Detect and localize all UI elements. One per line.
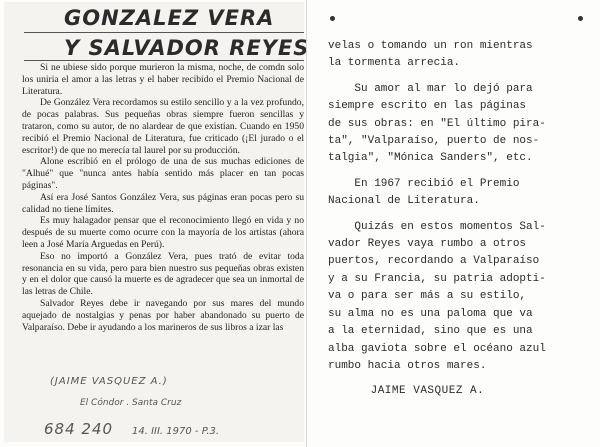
clipping-paragraph: Alone escribió en el prólogo de una de sus muchas ediciones de "Alhué" que "nunca antes había sentido más placer en tan pocas páginas". <box>22 156 304 191</box>
headline-line-2: Y SALVADOR REYES <box>64 36 310 60</box>
clipping-paragraph: Así era José Santos González Vera, sus páginas eran pocas pero su calidad no tiene límites. <box>22 191 304 215</box>
headline-rule-bottom <box>24 60 304 61</box>
typed-paragraph: Su amor al mar lo dejó para siempre escrito en las páginas de sus obras: en "El último pira- ta", "Valparaíso, puerto de nos- talgia", "Mónica Sanders", etc. <box>328 82 546 165</box>
typed-paragraph: En 1967 recibió el Premio Nacional de Literatura. <box>328 177 520 208</box>
headline-line-1: GONZALEZ VERA <box>64 6 275 30</box>
clipping-paragraph: Salvador Reyes debe ir navegando por sus mares del mundo aquejado de nostalgias y penas por haber abandonado su puerto de Valparaíso. Debe ir ayudando a los marineros de sus libros a izar las <box>22 297 304 333</box>
newspaper-clipping <box>4 2 310 442</box>
typed-paragraph: velas o tomando un ron mientras la tormenta arrecia. <box>328 40 533 70</box>
typed-signature: JAIME VASQUEZ A. <box>328 385 485 398</box>
clipping-paragraph: Si ne ubiese sido porque murieron la misma, noche, de comdn solo los uniria el amor a las letras y el haber recibido el Premio Nacional de Literatura. <box>22 62 304 97</box>
handwritten-source: El Cóndor . Santa Cruz <box>80 398 182 408</box>
clipping-paragraph: Eso no importó a González Vera, pues trató de evitar toda resonancia en su vida, pero para bien nuestro sus pequeñas obras existen y en el dolor que causó la muerte es de agradecer que sea un inmortal de las letras de Chile. <box>22 250 304 298</box>
handwritten-signature: (JAIME VASQUEZ A.) <box>50 376 168 387</box>
handwritten-code: 684 240 <box>44 420 114 438</box>
handwritten-date: 14. III. 1970 - P.3. <box>132 426 220 437</box>
binder-hole-right <box>578 16 583 21</box>
clipping-article <box>22 62 304 333</box>
headline-rule-top <box>24 32 304 33</box>
binder-hole-left <box>330 16 335 21</box>
clipping-paragraph: De González Vera recordamos su estilo sencillo y a la vez profundo, de pocas palabras. Sus pequeñas obras siempre fueron sencillas y trataron, como su autor, de no alardear de que existían. Cuando en 1950 recibió el Premio Nacional de Literatura, fue criticado (¡El jurado o el escritor!) de que no merecía tal laurel por su producción. <box>22 97 304 156</box>
typed-paragraph: Quizás en estos momentos Sal- vador Reyes vaya rumbo a otros puertos, recordando a Valparaíso y a su Francia, su patria adopti- va o para ser más a su estilo, su alma no es una paloma que va a la eternidad, sino que es una alba gaviota sobre el océano azul rumbo hacia otros mares. <box>328 220 546 372</box>
clipping-paragraph: Es muy halagador pensar que el reconocimiento llegó en vida y no después de su muerte como ocurre con la mayoría de los artistas (ahora leen a José María Arguedas en Perú). <box>22 215 304 250</box>
typewritten-text <box>328 38 590 409</box>
page-fold <box>306 0 307 447</box>
